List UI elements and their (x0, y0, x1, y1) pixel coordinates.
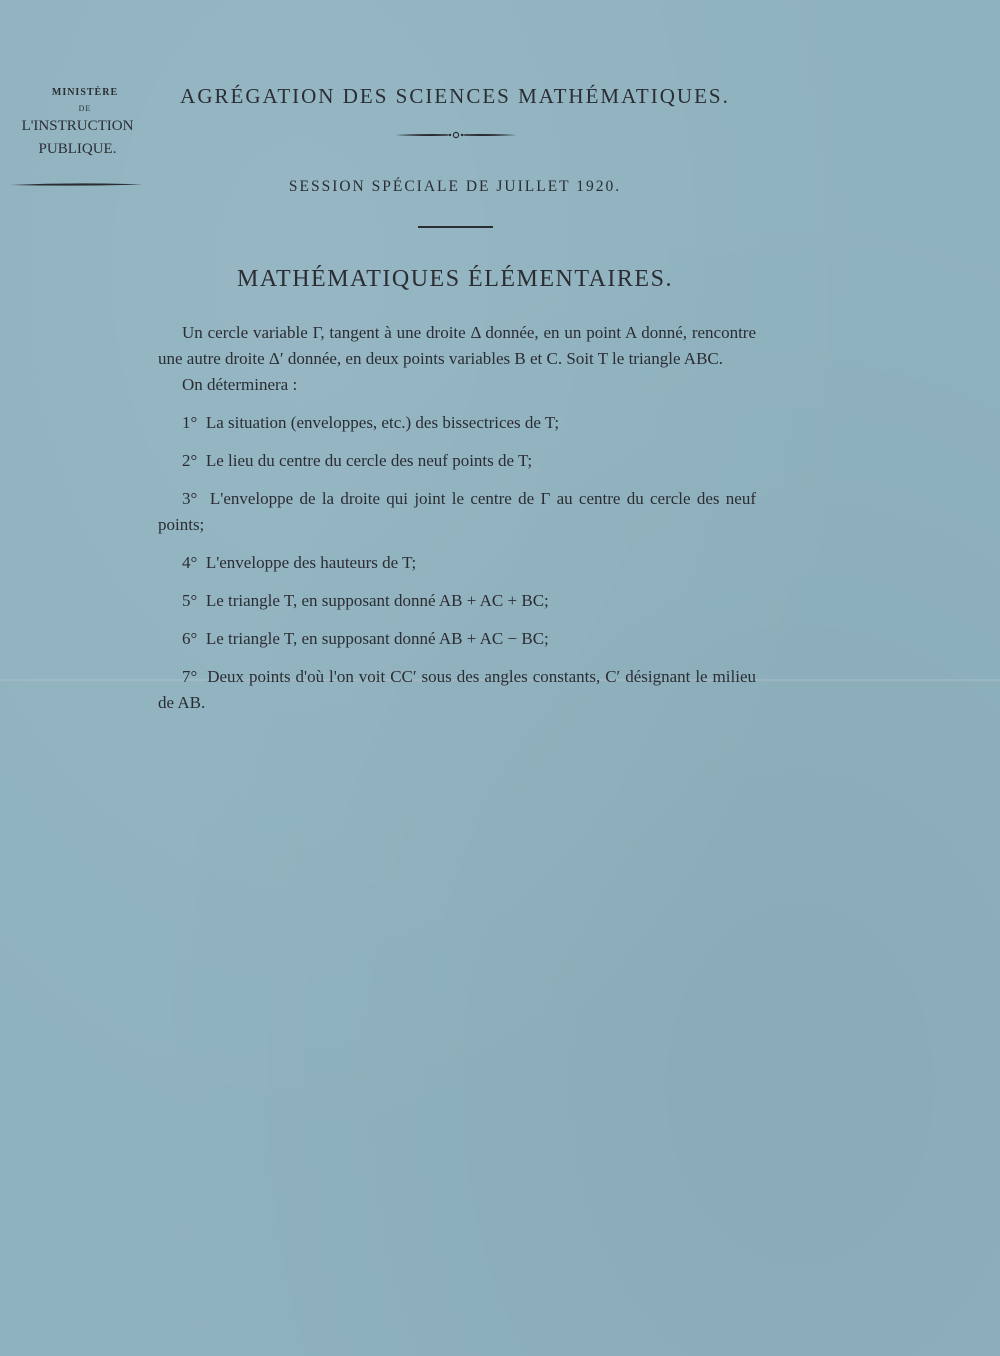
ministry-rule (10, 182, 142, 188)
item-text: Le triangle T, en supposant donné AB + AC − BC; (205, 629, 549, 648)
item-number: 3° (182, 489, 198, 508)
problem-item (158, 486, 756, 538)
item-text: L'enveloppe des hauteurs de T; (205, 553, 417, 572)
item-text: Deux points d'où l'on voit CC′ sous des angles constants, C′ désignant le milieu de AB. (158, 667, 756, 712)
problem-item (158, 448, 756, 474)
ministry-line-1: MINISTÈRE (51, 87, 119, 98)
item-number: 1° (182, 413, 198, 432)
problem-item (158, 588, 756, 614)
item-number: 4° (182, 553, 198, 572)
problem-item (158, 664, 756, 716)
problem-body (158, 320, 756, 728)
ministry-line-2: DE (78, 104, 92, 113)
ornament-rule (395, 130, 517, 140)
session-line: SESSION SPÉCIALE DE JUILLET 1920. (288, 178, 622, 195)
ministry-line-4: PUBLIQUE. (38, 141, 117, 157)
item-number: 6° (182, 629, 198, 648)
problem-item (158, 410, 756, 436)
agregation-heading: AGRÉGATION DES SCIENCES MATHÉMATIQUES. (180, 84, 730, 108)
item-number: 7° (182, 667, 198, 686)
problem-item (158, 626, 756, 652)
problem-item (158, 550, 756, 576)
ministry-line-3: L'INSTRUCTION (21, 118, 134, 134)
item-text: Le triangle T, en supposant donné AB + AC + BC; (205, 591, 549, 610)
ministry-block (10, 88, 145, 157)
item-text: L'enveloppe de la droite qui joint le centre de Γ au centre du cercle des neuf points; (158, 489, 757, 534)
page-title: MATHÉMATIQUES ÉLÉMENTAIRES. (237, 266, 673, 292)
problem-intro: Un cercle variable Γ, tangent à une droite Δ donnée, en un point A donné, rencontre une autre droite Δ′ donnée, en deux points variables B et C. Soit T le triangle ABC. (158, 323, 756, 368)
session-rule (418, 226, 493, 228)
item-number: 2° (182, 451, 198, 470)
item-text: Le lieu du centre du cercle des neuf points de T; (205, 451, 533, 470)
item-number: 5° (182, 591, 198, 610)
item-text: La situation (enveloppes, etc.) des bissectrices de T; (205, 413, 560, 432)
problem-prompt: On déterminera : (182, 375, 298, 394)
